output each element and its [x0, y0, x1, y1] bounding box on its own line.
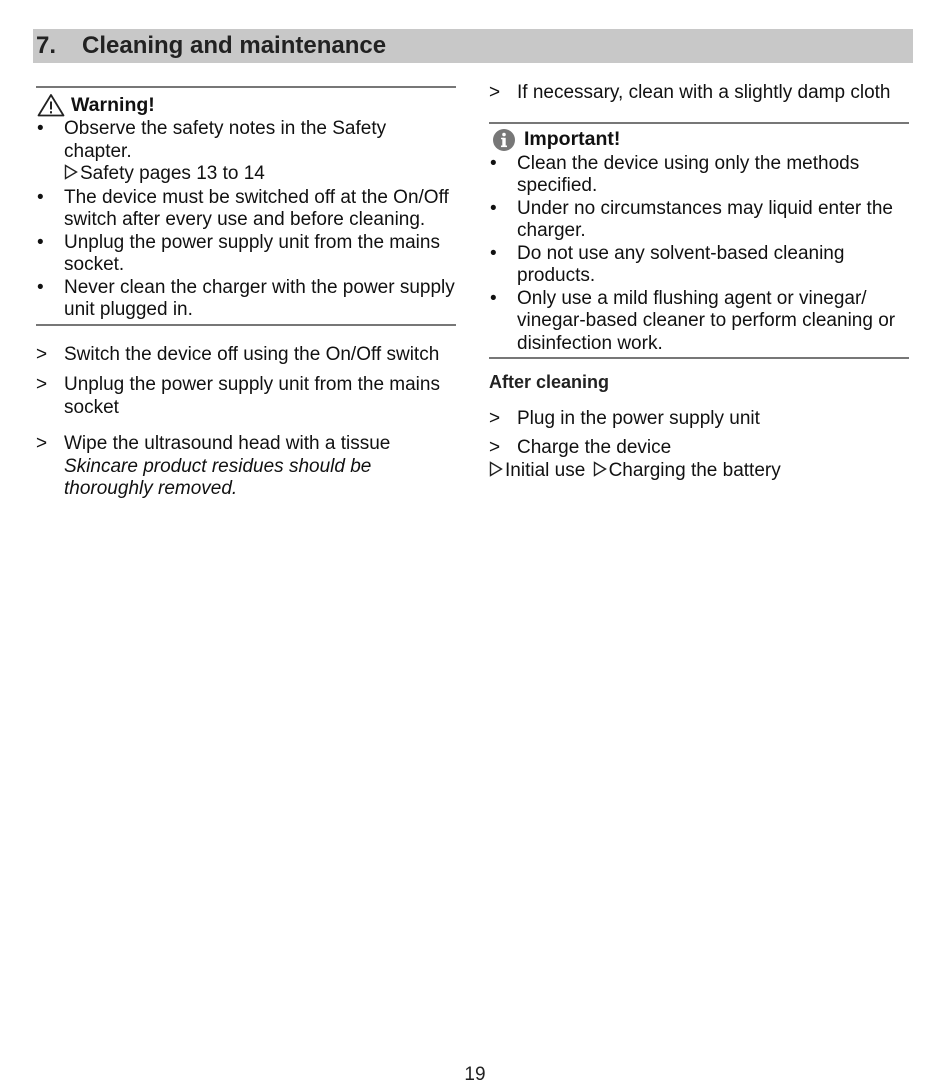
bullet-marker: • [37, 118, 44, 139]
important-list [489, 153, 909, 356]
list-item [36, 118, 456, 187]
bullet-marker: • [37, 186, 44, 208]
info-circle-icon [489, 127, 519, 153]
important-bottom-rule [489, 357, 909, 359]
section-title: Cleaning and maintenance [82, 32, 387, 59]
important-bullet-text: Do not use any solvent-based cleaning products. [517, 242, 845, 286]
bullet-marker: • [490, 152, 497, 174]
list-item [489, 243, 909, 288]
important-heading [489, 127, 909, 153]
bullet-marker: • [490, 287, 497, 309]
warning-bottom-rule [36, 324, 456, 326]
charging-battery-link[interactable]: Charging the battery [608, 459, 781, 481]
warning-title: Warning! [71, 93, 155, 116]
warning-bullet-text: The device must be switched off at the On/Off switch after every use and before cleaning. [64, 186, 449, 230]
arrow-right-outline-icon [64, 164, 78, 187]
warning-heading [36, 92, 456, 118]
instruction-step [489, 408, 909, 431]
step-marker: > [36, 433, 48, 454]
instruction-step [489, 437, 909, 460]
page-number: 19 [464, 1064, 486, 1085]
list-item [36, 232, 456, 277]
important-title: Important! [524, 128, 621, 151]
list-item [36, 187, 456, 232]
warning-bullet-text: Observe the safety notes in the Safety chapter. [64, 118, 387, 162]
important-bullet-text: Under no circumstances may liquid enter the charger. [517, 197, 893, 241]
instruction-step [36, 344, 456, 367]
right-column [489, 82, 909, 483]
step-text: If necessary, clean with a slightly damp cloth [517, 82, 891, 103]
step-text: Switch the device off using the On/Off switch [64, 343, 440, 365]
bullet-marker: • [37, 231, 44, 253]
step-marker: > [489, 407, 501, 429]
section-header [33, 29, 913, 63]
step-marker: > [489, 82, 501, 103]
step-text: Wipe the ultrasound head with a tissue [64, 433, 391, 454]
cross-references [489, 460, 909, 484]
list-item [489, 198, 909, 243]
warning-bullet-text: Unplug the power supply unit from the mains socket. [64, 231, 440, 275]
instruction-step [36, 374, 456, 419]
step-marker: > [489, 437, 501, 458]
step-text: Charge the device [517, 437, 672, 458]
italic-note: Skincare product residues should be thoroughly removed. [64, 455, 372, 499]
bullet-marker: • [490, 242, 497, 264]
step-marker: > [36, 374, 48, 395]
warning-list [36, 118, 456, 322]
list-item [36, 277, 456, 322]
bullet-marker: • [490, 197, 497, 219]
warning-bullet-text: Never clean the charger with the power supply unit plugged in. [64, 276, 455, 320]
step-text: Plug in the power supply unit [517, 407, 760, 429]
important-top-rule [489, 122, 909, 124]
step-text: Unplug the power supply unit from the mains socket [64, 374, 440, 418]
after-cleaning-heading: After cleaning [489, 372, 610, 392]
warning-top-rule [36, 86, 456, 88]
initial-use-link[interactable]: Initial use [505, 459, 586, 481]
important-bullet-text: Clean the device using only the methods specified. [517, 152, 860, 196]
arrow-right-outline-icon [593, 461, 607, 484]
section-number: 7. [36, 32, 57, 59]
safety-reference-link[interactable]: Safety pages 13 to 14 [80, 163, 265, 184]
step-marker: > [36, 343, 48, 365]
important-bullet-text: Only use a mild flushing agent or vinegar/ vinegar-based cleaner to perform cleaning or disinfection work. [517, 287, 896, 354]
list-item [489, 288, 909, 356]
instruction-step [489, 82, 909, 105]
warning-triangle-icon [36, 92, 66, 118]
arrow-right-outline-icon [489, 461, 503, 484]
instruction-step [36, 433, 456, 501]
left-column [36, 86, 456, 501]
bullet-marker: • [37, 276, 44, 298]
list-item [489, 153, 909, 198]
